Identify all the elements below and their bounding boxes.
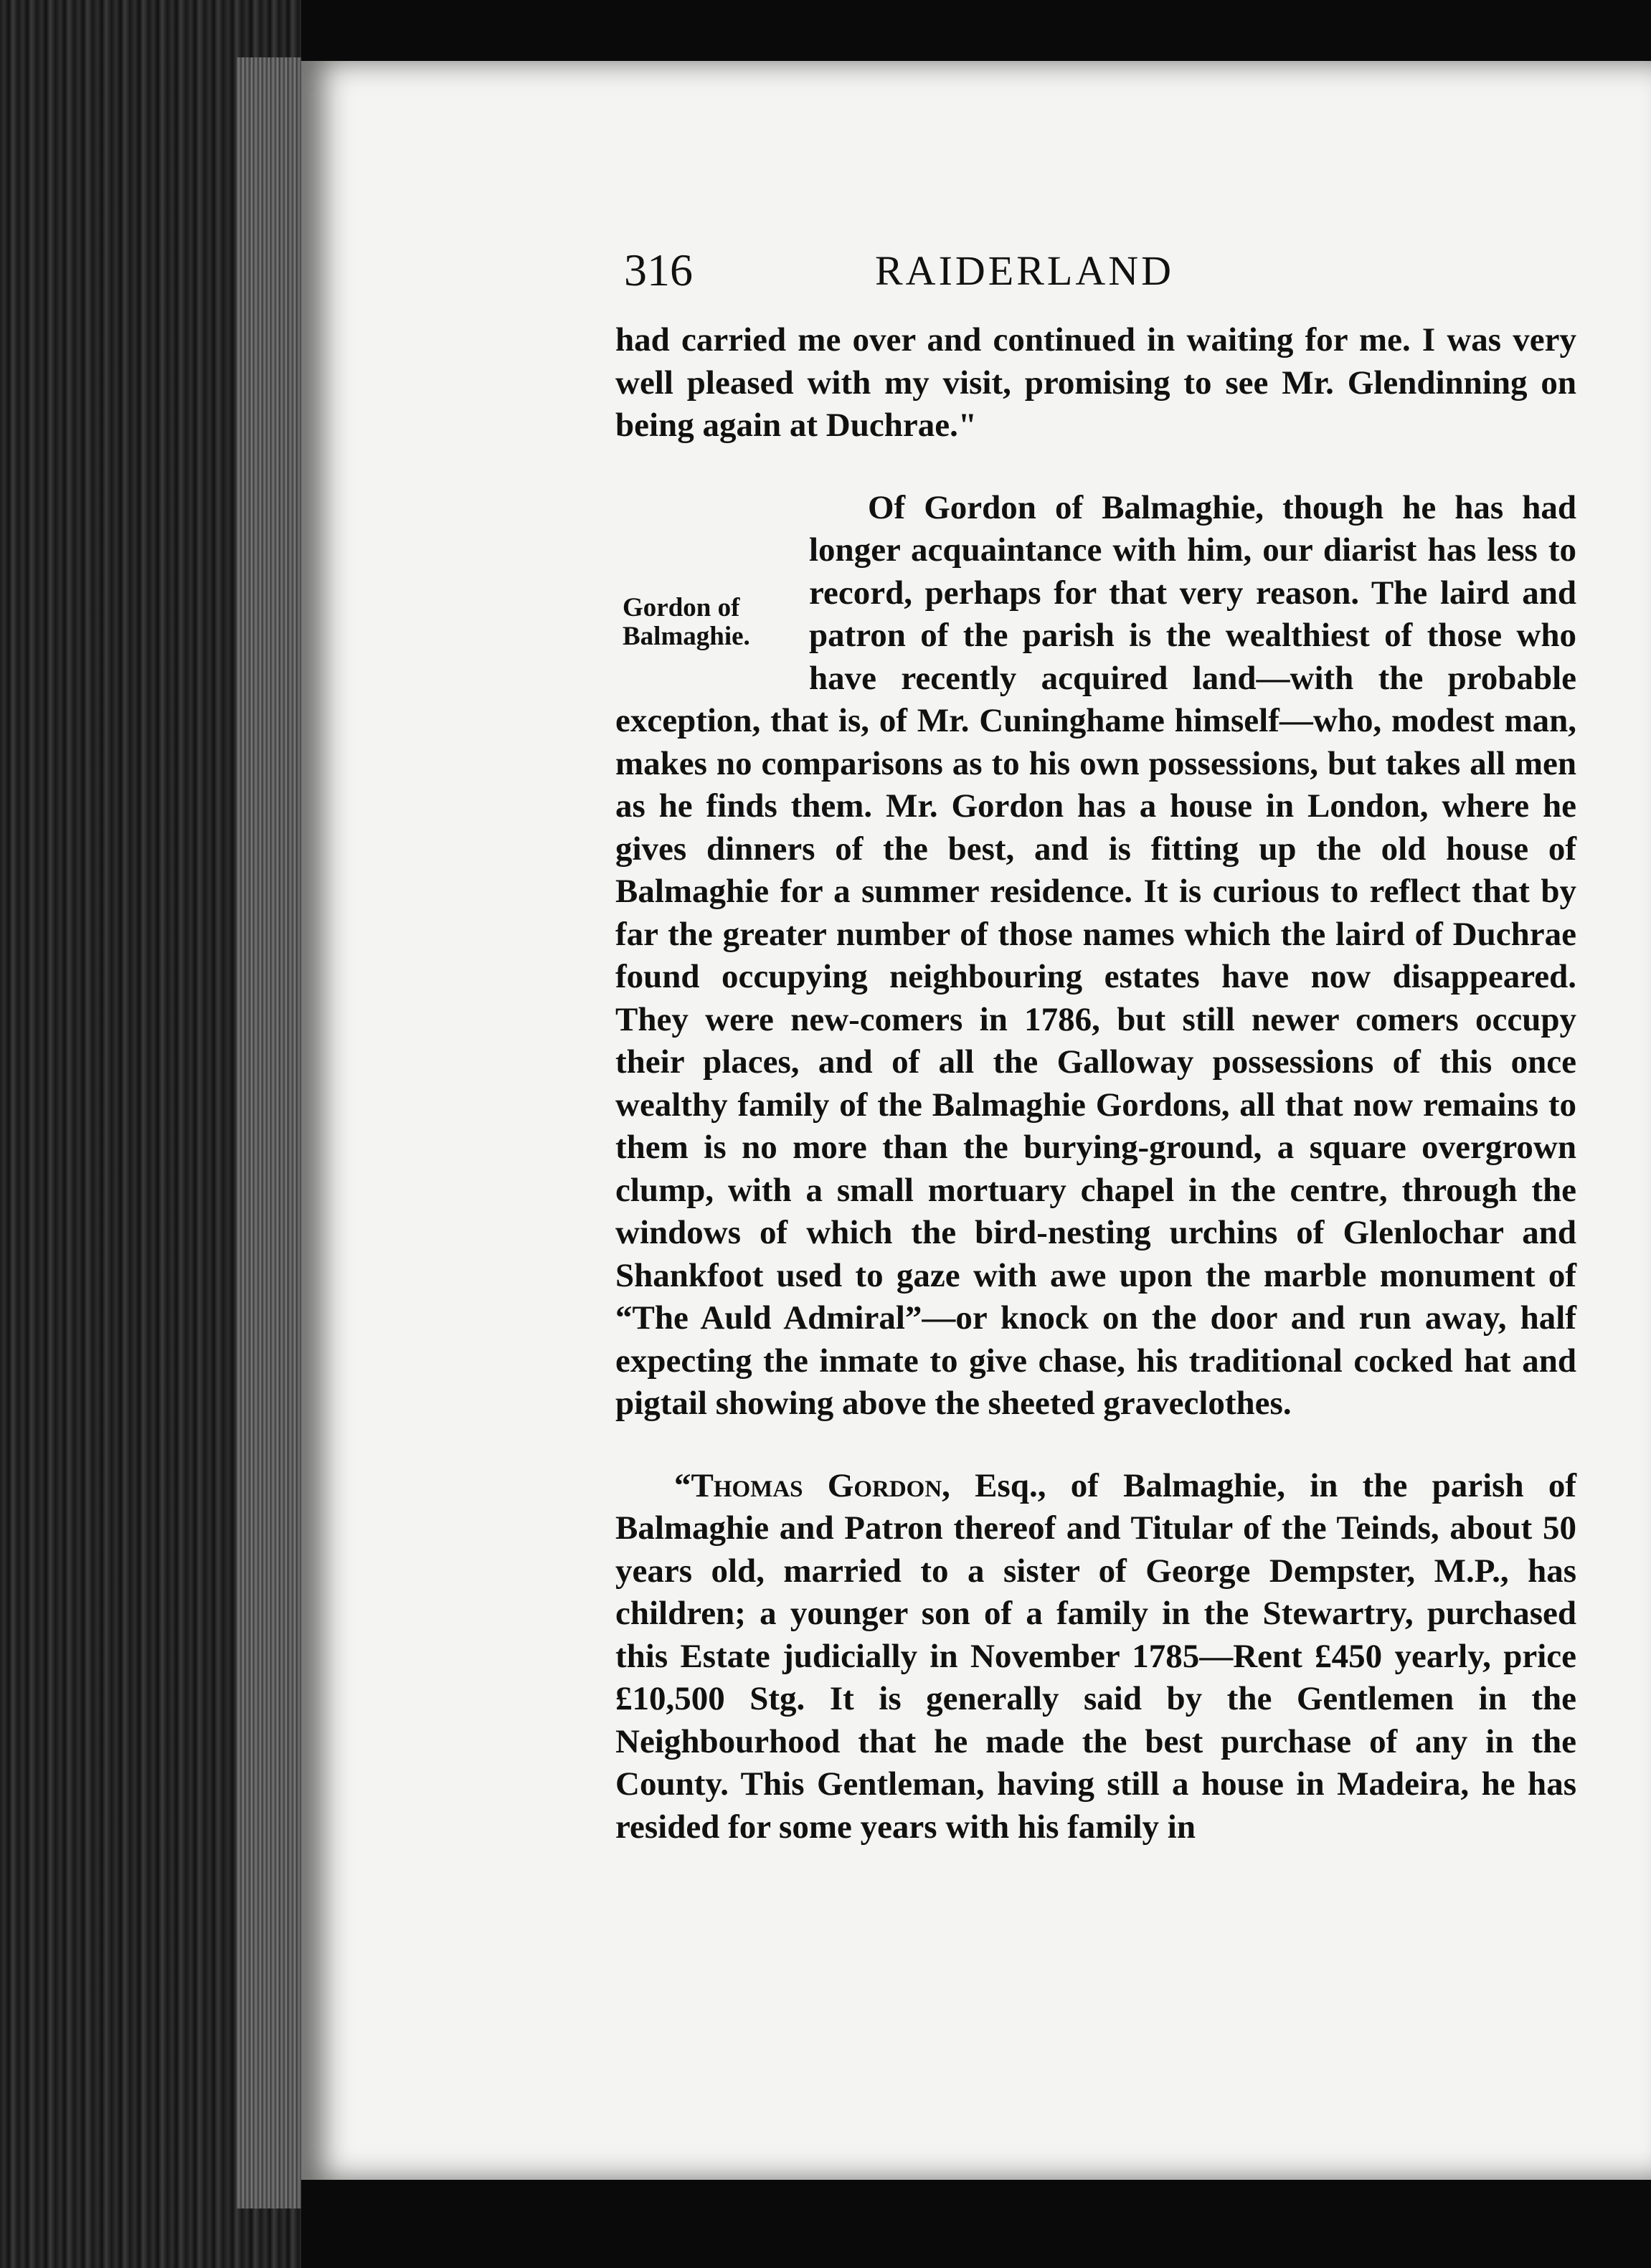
paragraph-3-text: , Esq., of Balmaghie, in the parish of Balmaghie and Patron thereof and Titular of the Teinds, about 50 years old, married to a sister of George Dempster, M.P., has children; a younger son of a family in the Stewartry, purchased this Estate judicially in November 1785—Rent £450 yearly, price £10,500 Stg. It is generally said by the Gentlemen in the Neighbourhood that he made the best purchase of any in the County. This Gentleman, having still a house in Madeira, he has resided for some years with his family in bbox=[615, 1466, 1576, 1846]
paragraph-3-name: Thomas Gordon bbox=[691, 1466, 942, 1504]
body-text bbox=[615, 319, 1576, 1849]
paragraph-2 bbox=[615, 487, 1576, 1425]
margin-note-space bbox=[615, 572, 809, 700]
paragraph-1: had carried me over and continued in waiting for me. I was very well pleased with my visit, promising to see Mr. Glendinning on being again at Duchrae." bbox=[615, 321, 1576, 444]
paragraph-3 bbox=[615, 1465, 1576, 1849]
margin-note-line-1: Gordon of bbox=[623, 593, 740, 622]
paragraph-3-quote: “ bbox=[674, 1466, 691, 1504]
page-header bbox=[624, 244, 1556, 301]
running-title: RAIDERLAND bbox=[875, 247, 1174, 294]
page-edges bbox=[237, 57, 301, 2208]
paragraph-2-text: Of Gordon of Balmaghie, though he has had longer acquaintance with him, our diarist has less to record, perhaps for that very reason. The laird and patron of the parish is the wealthiest of those who have recently acquired land—with the probable exception, that is, of Mr. Cuninghame himself—who, modest man, makes no comparisons as to his own possessions, but takes all men as he finds them. Mr. Gordon has a house in London, where he gives dinners of the best, and is fitting up the old house of Balmaghie for a summer residence. It is curious to reflect that by far the greater number of those names which the laird of Duchrae found occupying neighbouring estates have now disappeared. They were new-comers in 1786, but still newer comers occupy their places, and of all the Galloway possessions of this once wealthy family of the Balmaghie Gordons, all that now remains to them is no more than the burying-ground, a square overgrown clump, with a small mortuary chapel in the centre, through the windows of which the bird-nesting urchins of Glenlochar and Shankfoot used to gaze with awe upon the marble monument of “The Auld Admiral”—or knock on the door and run away, half expecting the inmate to give chase, his traditional cocked hat and pigtail showing above the sheeted graveclothes. bbox=[615, 488, 1576, 1422]
page-number: 316 bbox=[624, 245, 693, 295]
margin-note-line-2: Balmaghie. bbox=[623, 622, 750, 651]
